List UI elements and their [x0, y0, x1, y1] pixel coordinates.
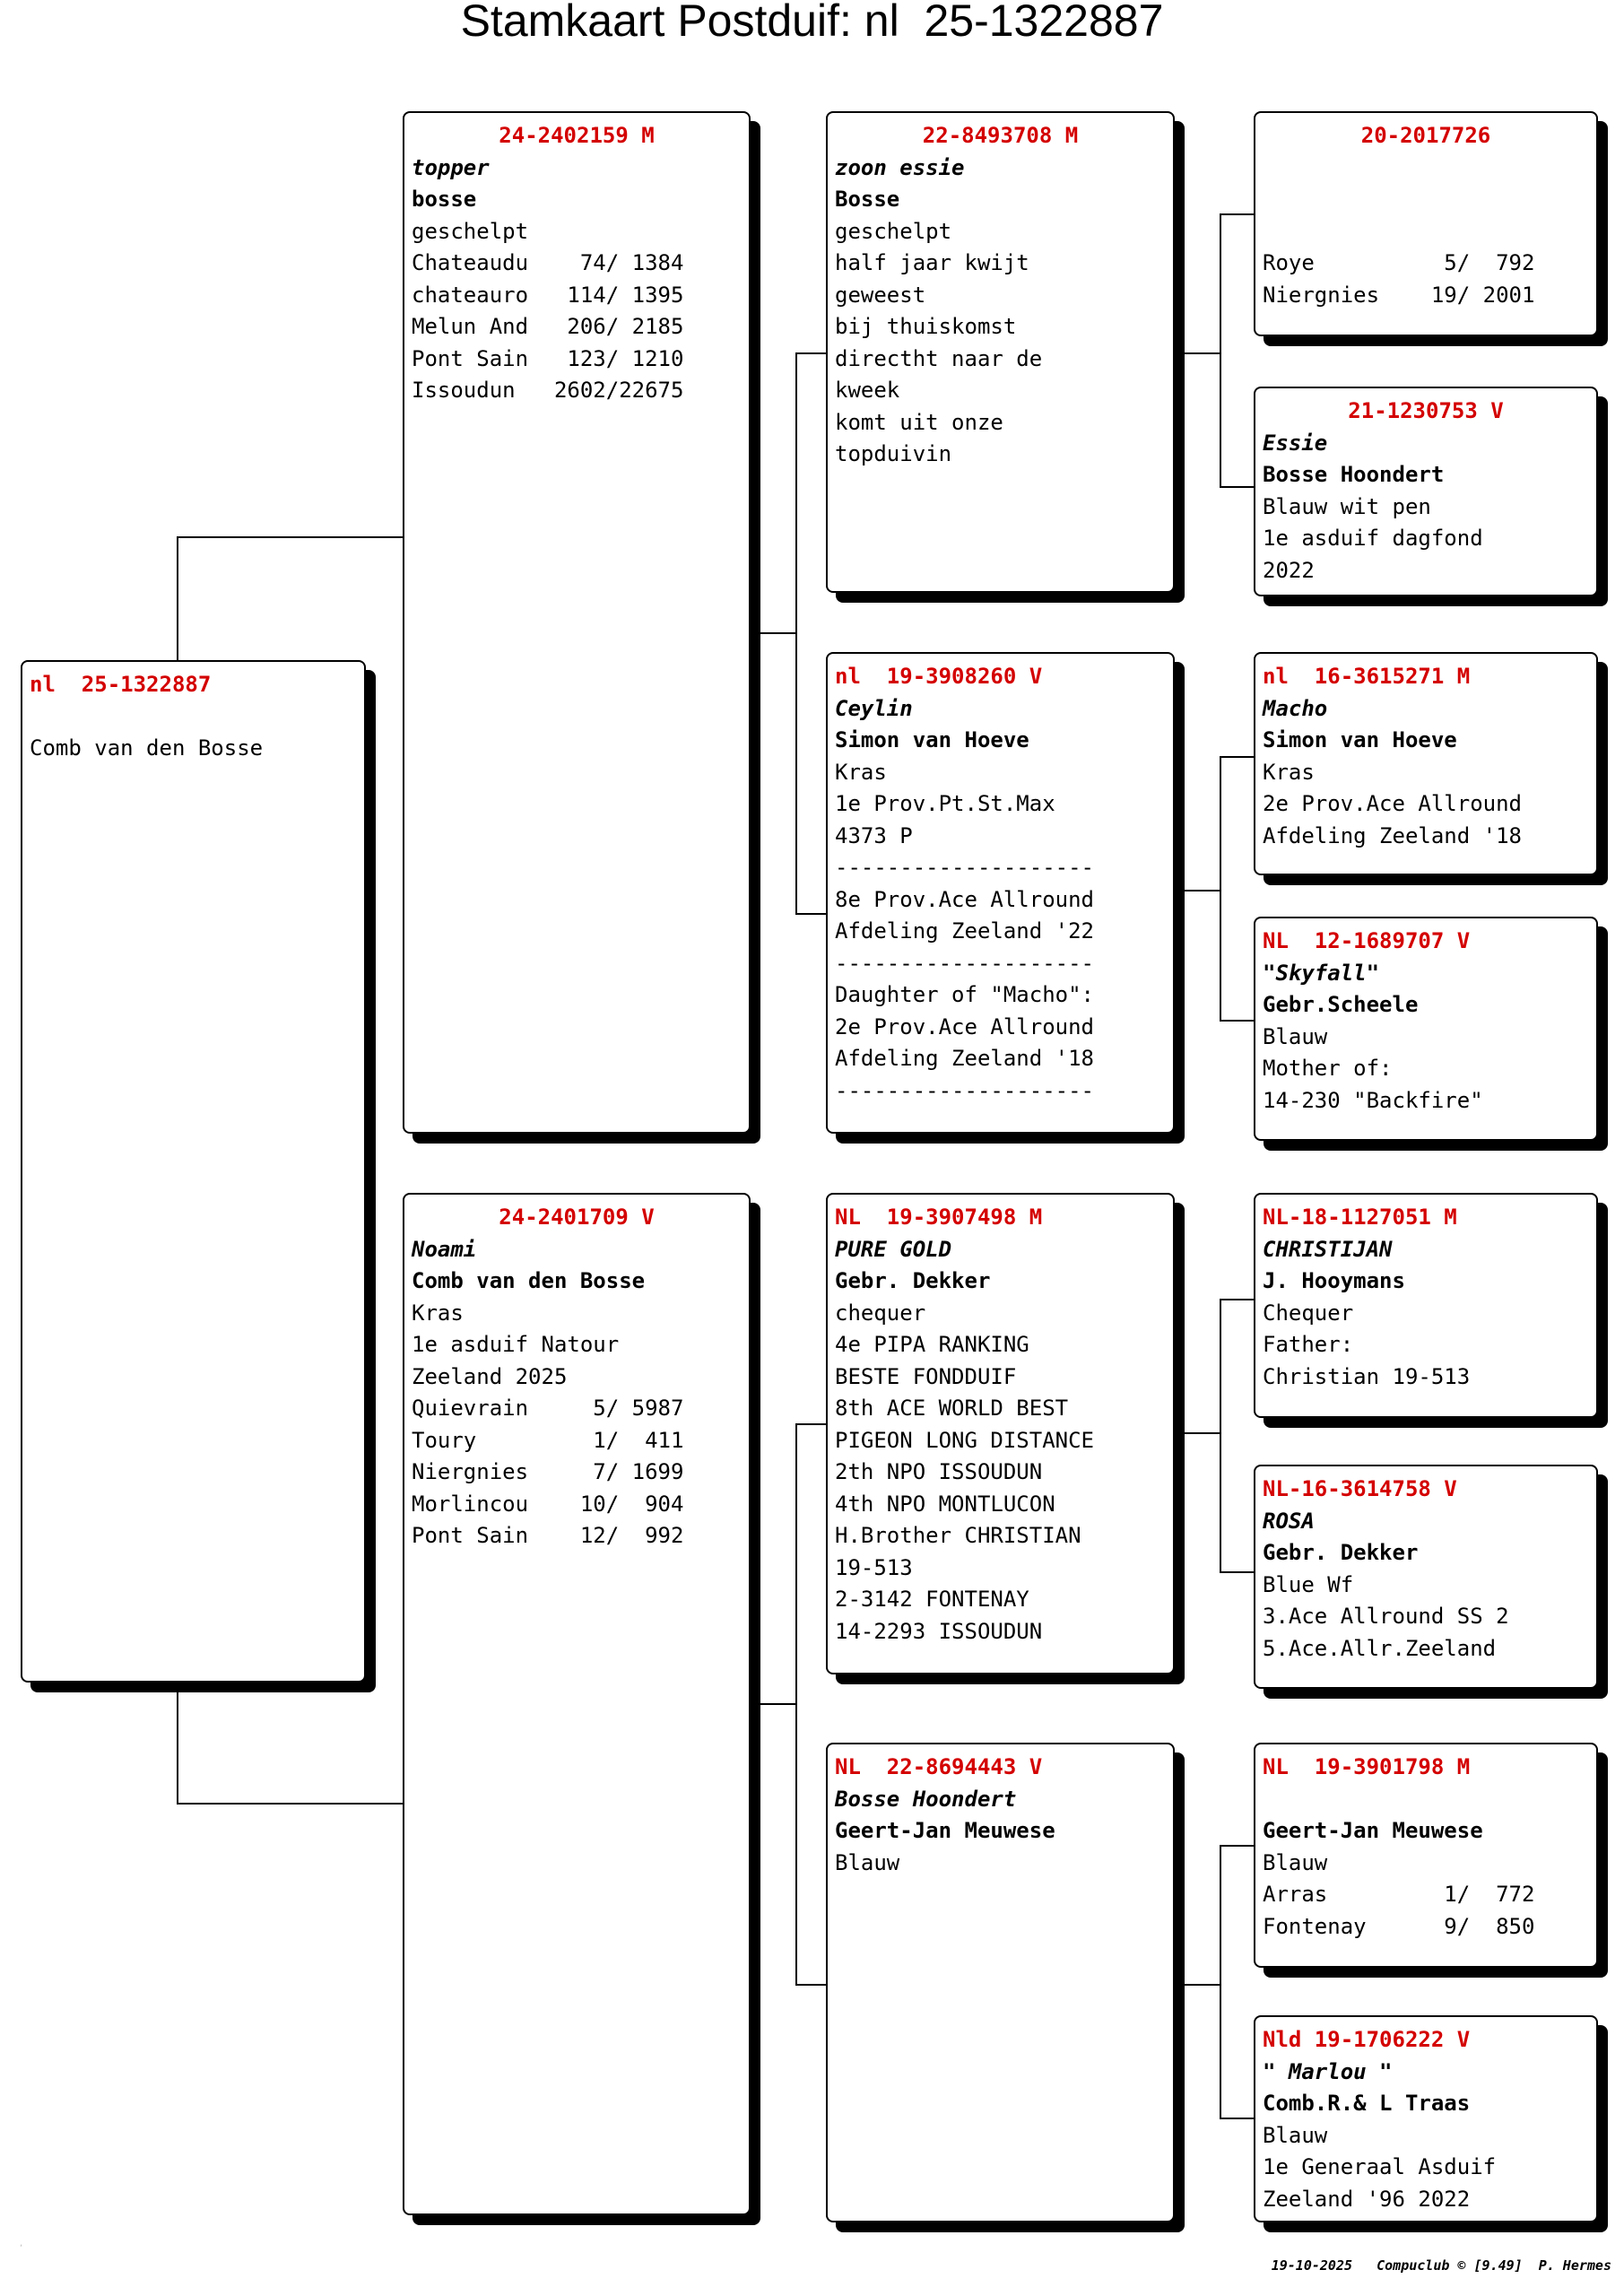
info-line: Christian 19-513 [1263, 1363, 1471, 1389]
connector-line [1220, 1571, 1254, 1573]
pigeon-name: Ceylin [835, 695, 913, 721]
info-line: 8th ACE WORLD BEST [835, 1396, 1069, 1421]
info-line: chateauro 114/ 1395 [412, 282, 684, 308]
connector-line [1220, 486, 1254, 488]
pigeon-name [1263, 1784, 1589, 1816]
info-line: Morlincou 10/ 904 [412, 1491, 684, 1517]
connector-line [751, 1703, 797, 1705]
owner-name: Comb van den Bosse [412, 1268, 646, 1293]
ring-number: 24-2402159 M [499, 123, 655, 148]
pigeon-name: Essie [1263, 430, 1328, 456]
info-line: 4e PIPA RANKING [835, 1332, 1029, 1357]
connector-line [1175, 352, 1221, 354]
owner-name: Gebr. Dekker [835, 1268, 991, 1293]
info-line: 4th NPO MONTLUCON [835, 1491, 1055, 1517]
ring-number: NL-16-3614758 V [1263, 1476, 1457, 1501]
owner-name: Geert-Jan Meuwese [835, 1818, 1055, 1843]
pigeon-card-mm[interactable] [826, 1743, 1175, 2222]
pigeon-name: CHRISTIJAN [1263, 1236, 1393, 1262]
pigeon-name: Noami [412, 1236, 477, 1262]
pigeon-card-fm[interactable] [826, 652, 1175, 1134]
connector-line [1220, 756, 1221, 1022]
info-line: komt uit onze [835, 409, 1003, 435]
connector-line [1220, 756, 1254, 758]
owner-name: Comb.R.& L Traas [1263, 2091, 1471, 2116]
info-line: Blauw [1263, 1023, 1328, 1049]
info-line: Daughter of "Macho": [835, 982, 1094, 1007]
owner-name: J. Hooymans [1263, 1268, 1405, 1293]
info-line: topduivin [835, 441, 952, 466]
connector-line [1220, 1299, 1221, 1573]
pigeon-name: Macho [1263, 695, 1328, 721]
connector-line [1175, 1984, 1221, 1986]
connector-line [1175, 890, 1221, 891]
owner-name: Simon van Hoeve [1263, 727, 1457, 752]
ring-number: NL 22-8694443 V [835, 1754, 1043, 1779]
pigeon-card-fmf[interactable] [1254, 652, 1598, 875]
info-line: directht naar de [835, 345, 1043, 371]
connector-line [177, 1683, 178, 1805]
info-line: kweek [835, 378, 900, 403]
info-line: 4373 P [835, 822, 913, 848]
info-line: Roye 5/ 792 [1263, 250, 1535, 275]
owner-name: Gebr. Dekker [1263, 1540, 1419, 1565]
ring-number: nl 19-3908260 V [835, 664, 1043, 689]
ring-number: NL 19-3907498 M [835, 1205, 1043, 1230]
connector-line [1220, 1299, 1254, 1300]
connector-line [1220, 1020, 1254, 1022]
connector-line [1175, 1432, 1221, 1434]
info-line: 3.Ace Allround SS 2 [1263, 1604, 1509, 1629]
connector-line [795, 1423, 826, 1425]
connector-line [1220, 213, 1254, 215]
info-line: Father: [1263, 1332, 1354, 1357]
info-line: 1e Generaal Asduif [1263, 2154, 1497, 2179]
pigeon-card-fmm[interactable] [1254, 917, 1598, 1141]
info-line: 2th NPO ISSOUDUN [835, 1459, 1043, 1484]
info-line: Blauw [1263, 1849, 1328, 1875]
owner-name: bosse [412, 187, 477, 212]
info-line: 8e Prov.Ace Allround [835, 886, 1094, 912]
info-line: Chequer [1263, 1300, 1354, 1326]
pigeon-card-father[interactable] [403, 111, 751, 1134]
info-line: 1e Prov.Pt.St.Max [835, 791, 1055, 816]
pigeon-card-ff[interactable] [826, 111, 1175, 593]
info-line: half jaar kwijt [835, 250, 1029, 275]
ring-number: NL 12-1689707 V [1263, 928, 1471, 953]
connector-line [795, 352, 826, 354]
info-line: Blauw [835, 1849, 900, 1875]
info-line: BESTE FONDDUIF [835, 1363, 1017, 1389]
info-line: 19-513 [835, 1554, 913, 1580]
connector-line [1220, 213, 1221, 488]
ring-number: 22-8493708 M [922, 123, 1079, 148]
ring-number: 20-2017726 [1360, 123, 1491, 148]
info-line: Chateaudu 74/ 1384 [412, 250, 684, 275]
connector-line [177, 536, 403, 538]
info-line: Mother of: [1263, 1056, 1393, 1081]
owner-name: Simon van Hoeve [835, 727, 1029, 752]
info-line: Niergnies 19/ 2001 [1263, 282, 1535, 308]
owner-name: Geert-Jan Meuwese [1263, 1818, 1483, 1843]
ring-number: NL 19-3901798 M [1263, 1754, 1471, 1779]
info-line: geweest [835, 282, 926, 308]
pigeon-card-mmf[interactable] [1254, 1743, 1598, 1968]
connector-line [1220, 1845, 1254, 1847]
info-line: Melun And 206/ 2185 [412, 314, 684, 339]
connector-line [751, 632, 797, 634]
owner-name: Bosse [835, 187, 900, 212]
pigeon-name [1263, 152, 1589, 185]
owner-name: Bosse Hoondert [1263, 462, 1445, 487]
info-line: Zeeland '96 2022 [1263, 2186, 1471, 2212]
owner-name: Gebr.Scheele [1263, 992, 1419, 1017]
pigeon-name: " Marlou " [1263, 2058, 1393, 2084]
info-line: Niergnies 7/ 1699 [412, 1459, 684, 1484]
owner-name [1263, 184, 1589, 216]
info-line: Kras [412, 1300, 464, 1326]
connector-line [795, 913, 826, 915]
pigeon-name: topper [412, 154, 490, 180]
info-line: Afdeling Zeeland '18 [835, 1046, 1094, 1071]
info-line: Afdeling Zeeland '22 [835, 918, 1094, 944]
pigeon-name: PURE GOLD [835, 1236, 952, 1262]
connector-line [795, 352, 797, 915]
info-line: Blauw [1263, 2122, 1328, 2148]
info-line [30, 701, 357, 734]
pigeon-card-mff[interactable] [1254, 1193, 1598, 1418]
info-line: Fontenay 9/ 850 [1263, 1913, 1535, 1939]
info-line: -------------------- [835, 855, 1094, 880]
info-line: H.Brother CHRISTIAN [835, 1523, 1081, 1548]
info-line: Arras 1/ 772 [1263, 1882, 1535, 1907]
info-line: Blauw wit pen [1263, 493, 1431, 519]
footer-text: 19-10-2025 Compuclub © [9.49] P. Hermes [1271, 2257, 1611, 2274]
info-line: 5.Ace.Allr.Zeeland [1263, 1635, 1497, 1661]
info-line: Toury 1/ 411 [412, 1427, 684, 1453]
ring-number: 24-2401709 V [499, 1205, 655, 1230]
connector-line [1220, 1845, 1221, 2119]
pigeon-name: Bosse Hoondert [835, 1786, 1017, 1812]
info-line: PIGEON LONG DISTANCE [835, 1427, 1094, 1453]
info-line: geschelpt [412, 218, 529, 244]
info-line: Pont Sain 12/ 992 [412, 1523, 684, 1548]
info-line: 14-230 "Backfire" [1263, 1087, 1483, 1113]
connector-line [177, 536, 178, 660]
pigeon-card-mmm[interactable] [1254, 2015, 1598, 2222]
corner-mark: , [20, 2239, 23, 2248]
info-line: Blue Wf [1263, 1571, 1354, 1597]
info-line: bij thuiskomst [835, 314, 1017, 339]
info-line: geschelpt [835, 218, 952, 244]
info-line: Zeeland 2025 [412, 1363, 568, 1389]
info-line: Kras [835, 759, 887, 785]
ring-number: 21-1230753 V [1348, 398, 1504, 423]
connector-line [1220, 2118, 1254, 2119]
info-line: 1e asduif dagfond [1263, 526, 1483, 551]
info-line: 2e Prov.Ace Allround [1263, 791, 1522, 816]
info-line: Afdeling Zeeland '18 [1263, 822, 1522, 848]
info-line: Comb van den Bosse [30, 735, 264, 761]
pigeon-card-fff[interactable] [1254, 111, 1598, 336]
pigeon-name: "Skyfall" [1263, 960, 1380, 986]
info-line [1263, 216, 1589, 248]
info-line: 2022 [1263, 557, 1315, 583]
info-line: 2e Prov.Ace Allround [835, 1013, 1094, 1039]
info-line: Issoudun 2602/22675 [412, 378, 684, 403]
info-line: chequer [835, 1300, 926, 1326]
pigeon-card-mfm[interactable] [1254, 1465, 1598, 1689]
ring-number: nl 25-1322887 [30, 672, 212, 697]
ring-number: NL-18-1127051 M [1263, 1205, 1457, 1230]
pigeon-name: zoon essie [835, 154, 965, 180]
info-line: -------------------- [835, 950, 1094, 976]
info-line: 14-2293 ISSOUDUN [835, 1618, 1043, 1644]
pigeon-card-ffm[interactable] [1254, 387, 1598, 596]
ring-number: nl 16-3615271 M [1263, 664, 1471, 689]
connector-line [177, 1803, 403, 1805]
pigeon-card-subject[interactable] [21, 660, 366, 1683]
info-line: 1e asduif Natour [412, 1332, 620, 1357]
page-title: Stamkaart Postduif: nl 25-1322887 [460, 0, 1164, 46]
info-line: 2-3142 FONTENAY [835, 1587, 1029, 1612]
pigeon-card-mf[interactable] [826, 1193, 1175, 1674]
connector-line [795, 1984, 826, 1986]
ring-number: Nld 19-1706222 V [1263, 2027, 1471, 2052]
connector-line [795, 1423, 797, 1986]
info-line: Pont Sain 123/ 1210 [412, 345, 684, 371]
pigeon-card-mother[interactable] [403, 1193, 751, 2215]
info-line: -------------------- [835, 1077, 1094, 1103]
pigeon-name: ROSA [1263, 1508, 1315, 1534]
info-line: Quievrain 5/ 5987 [412, 1396, 684, 1421]
info-line: Kras [1263, 759, 1315, 785]
